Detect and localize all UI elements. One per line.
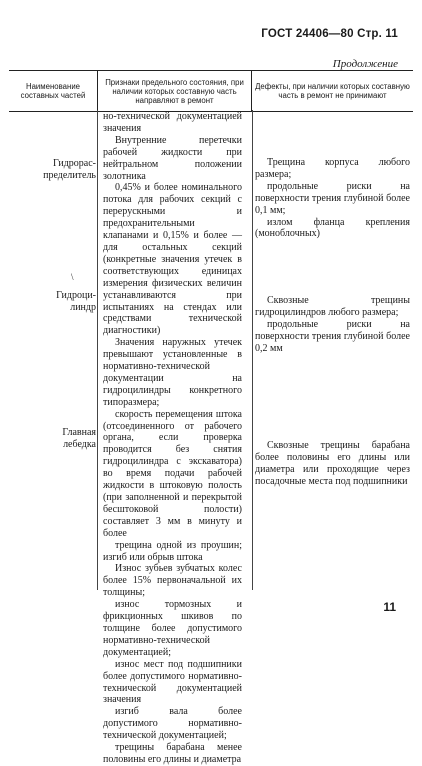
- limit-state-paragraph: износ тормозных и фрикционных шкивов по толщине более допустимого нормативно-технической документацией;: [103, 599, 242, 658]
- limit-state-paragraph: Износ зубьев зубчатых колес более 15% первоначальной их толщины;: [103, 563, 242, 599]
- col-header-defects: Дефекты, при наличии которых составную часть в ремонт не принимают: [255, 82, 410, 100]
- defect-paragraph: Сквозные трещины барабана более половины его длины или диаметра или проходящие через посадочные места под подшипники: [255, 440, 410, 487]
- part-name-cylinder: Гидроци- линдр: [56, 290, 96, 313]
- defect-paragraph: продольные риски на поверхности трения глубиной более 0,1 мм;: [255, 180, 410, 216]
- defects-group-distributor: [255, 157, 410, 240]
- limit-state-paragraph: трещина одной из проушин; изгиб или обрыв штока: [103, 539, 242, 563]
- continuation-label: Продолжение: [332, 58, 398, 70]
- defect-paragraph: продольные риски на поверхности трения глубиной более 0,2 мм: [255, 318, 410, 354]
- limit-state-paragraph: трещины барабана менее половины его длины и диаметра: [103, 742, 242, 765]
- limit-state-paragraph: 0,45% и более номинального потока для рабочих секций с переpускными и предохранительными клапанами и 0,15% и более — для остальных секций (конкретные значения утечек в соответствующих единицах измерения физических величин устанавливаются при испытаниях на стендах или средствами технической диагностики): [103, 182, 242, 337]
- part-name-distributor: Гидрорас- пределитель: [43, 158, 96, 181]
- page-number: 11: [383, 600, 396, 614]
- defect-paragraph: Сквозные трещины гидроцилиндров любого размера;: [255, 295, 410, 318]
- limit-state-paragraph: изгиб вала более допустимого нормативно-технической документацией;: [103, 706, 242, 742]
- column-divider-2: [252, 110, 253, 590]
- limit-state-paragraph: Внутренние перетечки рабочей жидкости при нейтральном положении золотника: [103, 134, 242, 182]
- defect-paragraph: Трещина корпуса любого размера;: [255, 157, 410, 180]
- defects-group-cylinder: [255, 295, 410, 355]
- col-header-part-name: Наименование составных частей: [20, 82, 86, 100]
- limit-state-paragraph: Значения наружных утечек превышают установленные в нормативно-технической документации на гидроцилиндры конкретного типоразмера;: [103, 337, 242, 408]
- limit-state-paragraph: износ мест под подшипники более допустимого нормативно-технической документацией значения: [103, 658, 242, 706]
- limit-state-paragraph: скорость перемещения штока (отсоединенного от рабочего органа, если проверка проводится без снятия гидроцилиндра с экскаватора) во время подачи рабочей жидкости в штоковую полость (при заполненной и перекрытой бесштоковой полости) составляет 3 мм в минуту и более: [103, 408, 242, 539]
- defects-group-winch: [255, 440, 410, 488]
- table-header: [9, 70, 413, 112]
- part-name-main-winch: Главная лебедка: [62, 427, 96, 450]
- standard-header: ГОСТ 24406—80 Стр. 11: [261, 28, 398, 40]
- limit-state-paragraph: но-технической документацией значения: [103, 111, 242, 134]
- limit-state-column: [103, 111, 242, 766]
- col-header-limit-state: Признаки предельного состояния, при наличии которых составную часть направляют в ремонт: [97, 71, 252, 111]
- column-divider-1: [97, 110, 98, 590]
- defect-paragraph: излом фланца крепления (моноблочных): [255, 216, 410, 240]
- margin-mark: \: [71, 272, 74, 282]
